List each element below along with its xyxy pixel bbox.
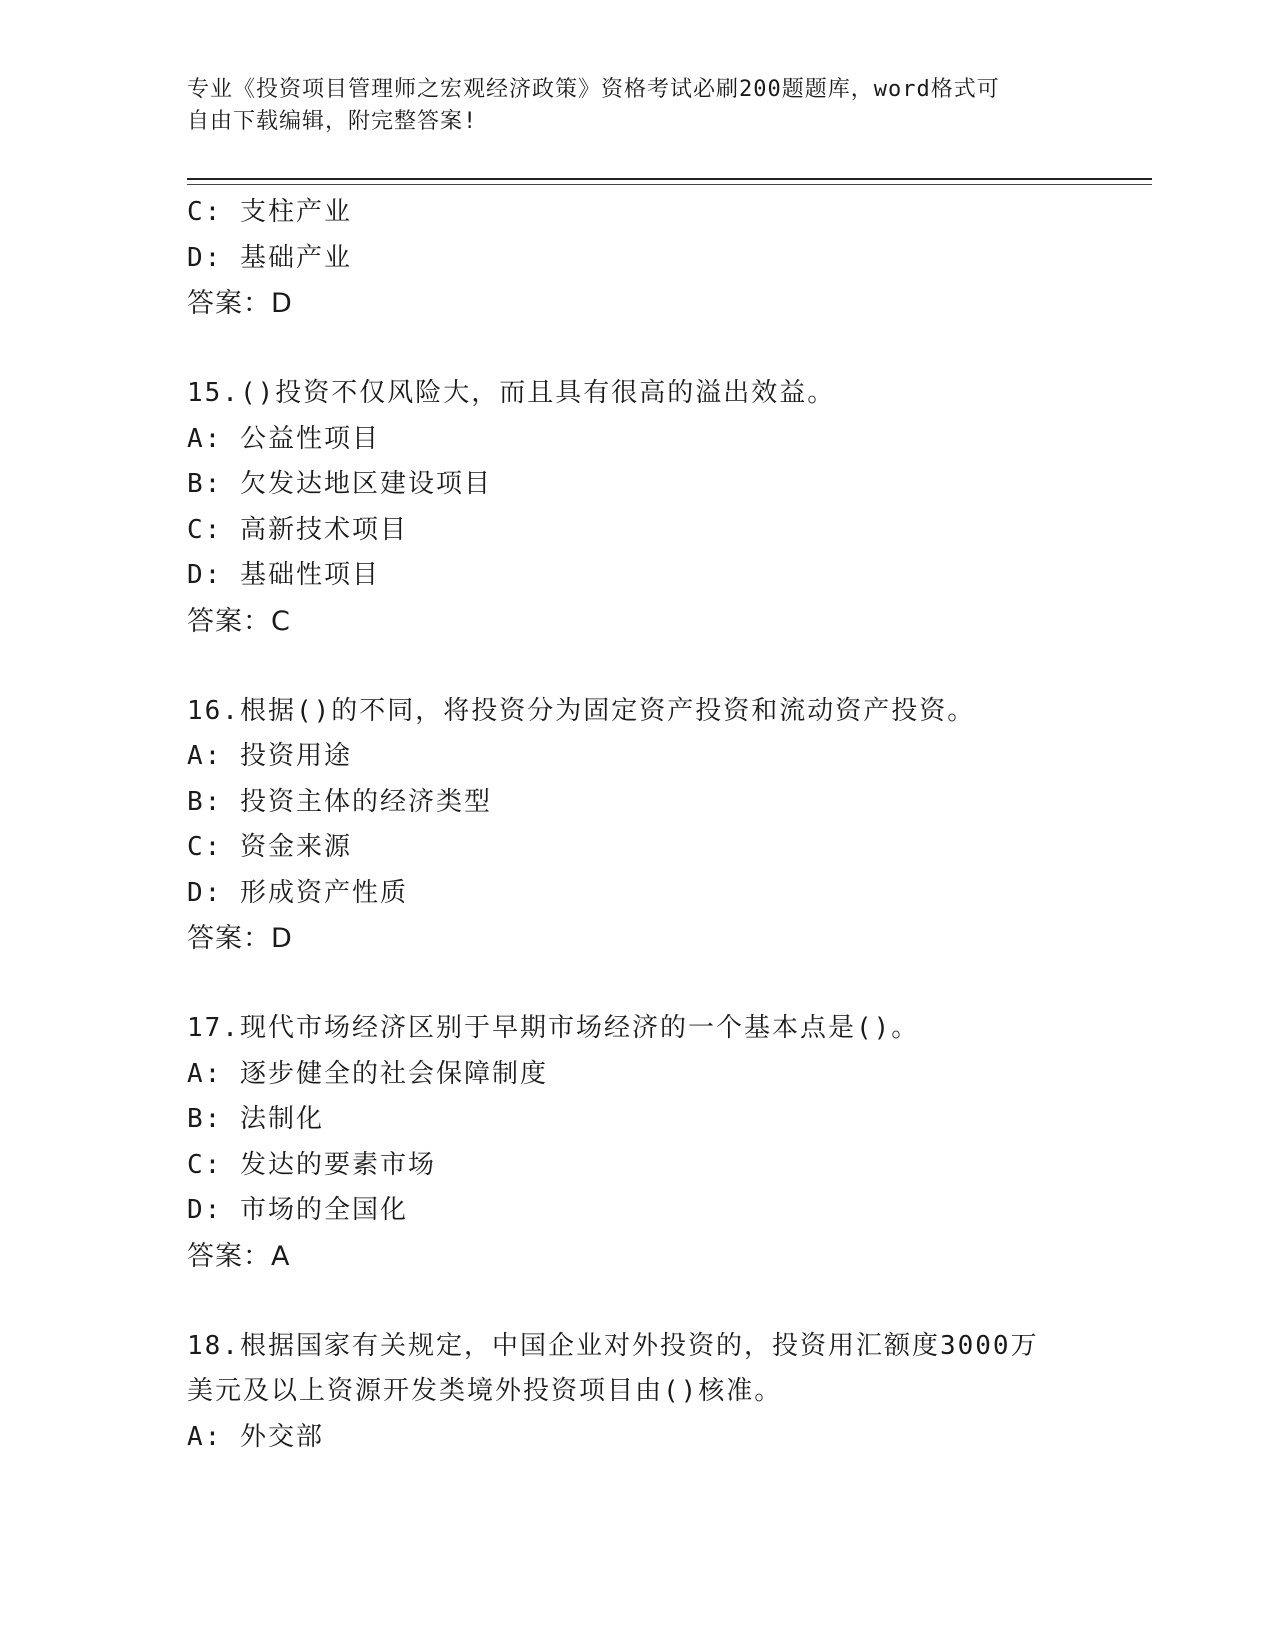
option-a: A: 投资用途 — [187, 741, 352, 771]
option-d: D: 形成资产性质 — [187, 877, 408, 908]
question-text-line-2: 美元及以上资源开发类境外投资项目由()核准。 — [187, 1376, 783, 1406]
question-15 — [187, 371, 1087, 645]
option-a: A: 逐步健全的社会保障制度 — [187, 1058, 548, 1089]
option-c: C: 高新技术项目 — [187, 514, 408, 545]
header-line-1: 专业《投资项目管理师之宏观经济政策》资格考试必刷200题题库，word格式可 — [187, 77, 1000, 102]
answer-line: 答案：C — [187, 605, 291, 637]
option-d: D: 基础产业 — [187, 242, 352, 273]
option-c: C: 发达的要素市场 — [187, 1149, 436, 1180]
header-line-2: 自由下载编辑，附完整答案! — [187, 109, 478, 134]
spacer — [187, 327, 1087, 371]
question-17 — [187, 1006, 1087, 1280]
option-a: A: 公益性项目 — [187, 423, 380, 454]
question-list — [187, 190, 1087, 1460]
document-header — [187, 74, 1067, 138]
header-rule-thick — [187, 178, 1152, 180]
answer-line: 答案：A — [187, 1240, 291, 1272]
answer-line: 答案：D — [187, 923, 293, 954]
option-d: D: 市场的全国化 — [187, 1195, 408, 1225]
option-c: C: 资金来源 — [187, 832, 352, 862]
spacer — [187, 645, 1087, 689]
question-18 — [187, 1324, 1087, 1461]
question-text-line-1: 18.根据国家有关规定，中国企业对外投资的，投资用汇额度3000万 — [187, 1330, 1039, 1361]
question-14-fragment — [187, 190, 1087, 327]
spacer — [187, 962, 1087, 1006]
question-text: 17.现代市场经济区别于早期市场经济的一个基本点是()。 — [187, 1013, 920, 1043]
spacer — [187, 1280, 1087, 1324]
option-a: A: 外交部 — [187, 1421, 324, 1452]
question-text: 15.()投资不仅风险大，而且具有很高的溢出效益。 — [187, 378, 836, 408]
option-b: B: 法制化 — [187, 1104, 324, 1134]
option-d: D: 基础性项目 — [187, 560, 380, 590]
option-b: B: 欠发达地区建设项目 — [187, 469, 492, 499]
question-16 — [187, 689, 1087, 963]
option-c: C: 支柱产业 — [187, 197, 352, 227]
question-text: 16.根据()的不同，将投资分为固定资产投资和流动资产投资。 — [187, 695, 976, 726]
option-b: B: 投资主体的经济类型 — [187, 786, 492, 817]
header-rule-thin — [187, 184, 1152, 185]
answer-line: 答案：D — [187, 288, 293, 319]
